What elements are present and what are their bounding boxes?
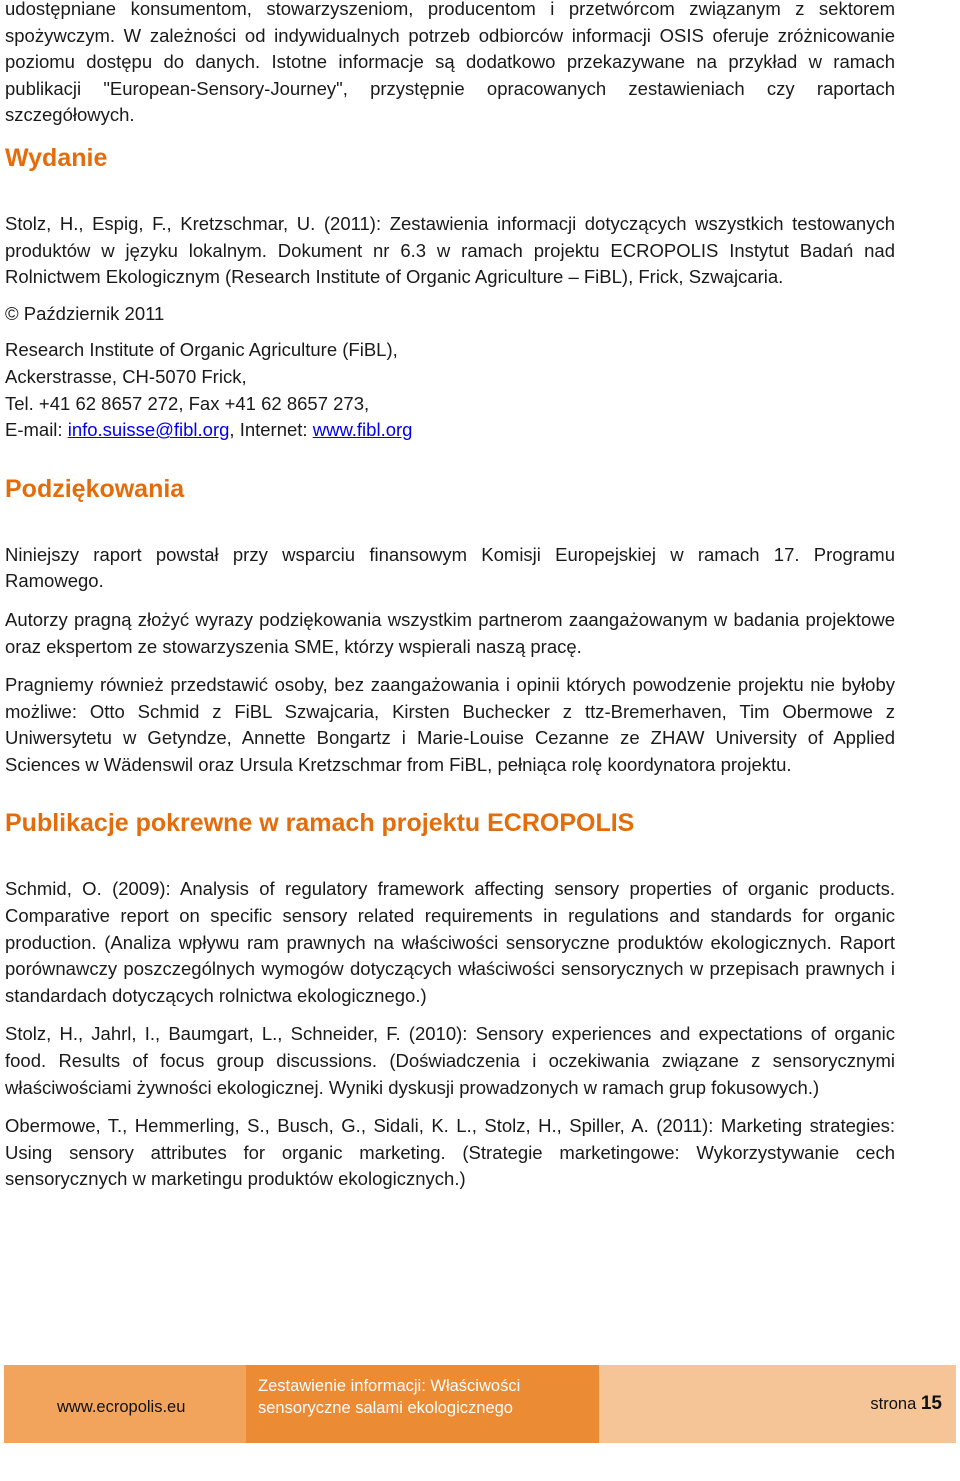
footer-document-title: Zestawienie informacji: Właściwości sensoryczne salami ekologicznego [258,1377,521,1417]
publication-entry: Schmid, O. (2009): Analysis of regulatory framework affecting sensory properties of organic products. Comparative report on specific sensory related requirements in regulations and standards for organic production. (Analiza wpływu ram prawnych na właściwości sensoryczne produktów ekologicznych. Raport porównawczy poszczególnych wymogów dotyczących właściwości sensorycznych w przepisach prawnych i standardach dotyczących rolnictwa ekologicznego.) [5,878,895,1006]
footer-left-panel [4,1365,246,1443]
intro-paragraph: udostępniane konsumentom, stowarzyszeniom, producentom i przetwórcom związanym z sektorem spożywczym. W zależności od indywidualnych potrzeb odbiorców informacji OSIS oferuje zróżnicowanie poziomu dostępu do danych. Istotne informacje są dodatkowo przekazywane na przykład w ramach publikacji "European-Sensory-Journey", przystępnie opracowanych zestawieniach czy raportach szczegółowych. [5,0,895,126]
acknowledgement-paragraph: Niniejszy raport powstał przy wsparciu finansowym Komisji Europejskiej w ramach 17. Programu Ramowego. [5,543,895,592]
email-label: E-mail: [5,419,68,441]
document-page [5,0,895,1193]
website-link[interactable]: www.fibl.org [312,419,413,441]
copyright-line: © Październik 2011 [5,302,165,324]
address-line: Research Institute of Organic Agriculture (FiBL), [5,339,398,361]
page-number: 15 [920,1393,942,1414]
internet-label: , Internet: [229,419,313,441]
heading-podziekowania: Podziękowania [5,474,185,503]
page-footer [4,1365,956,1443]
address-block [5,337,895,443]
page-label: strona [870,1395,917,1413]
address-line: Ackerstrasse, CH-5070 Frick, [5,365,247,387]
email-link[interactable]: info.suisse@fibl.org [67,419,230,441]
publication-entry: Stolz, H., Jahrl, I., Baumgart, L., Schneider, F. (2010): Sensory experiences and expectations of organic food. Results of focus group discussions. (Doświadczenia i oczekiwania związane z sensorycznymi właściwościami żywności ekologicznej. Wyniki dyskusji prowadzonych w ramach grup fokusowych.) [5,1023,895,1098]
contact-email-line [5,417,895,444]
footer-middle-panel [246,1365,599,1443]
acknowledgement-paragraph: Pragniemy również przedstawić osoby, bez zaangażowania i opinii których powodzenie projektu nie byłoby możliwe: Otto Schmid z FiBL Szwajcaria, Kirsten Buchecker z ttz-Bremerhaven, Tim Obermowe z Uniwersytetu w Getyndze, Annette Bongartz i Marie-Louise Cezanne ze ZHAW University of Applied Sciences w Wädenswil oraz Ursula Kretzschmar from FiBL, pełniąca rolę koordynatora projektu. [5,674,895,775]
heading-wydanie: Wydanie [5,143,108,172]
publication-entry: Obermowe, T., Hemmerling, S., Busch, G., Sidali, K. L., Stolz, H., Spiller, A. (2011): Marketing strategies: Using sensory attributes for organic marketing. (Strategie marketingowe: Wykorzystywanie cech sensorycznych w marketingu produktów ekologicznych.) [5,1115,895,1190]
edition-citation: Stolz, H., Espig, F., Kretzschmar, U. (2011): Zestawienia informacji dotyczących wszystkich testowanych produktów w języku lokalnym. Dokument nr 6.3 w ramach projektu ECROPOLIS Instytut Badań nad Rolnictwem Ekologicznym (Research Institute of Organic Agriculture – FiBL), Frick, Szwajcaria. [5,212,895,288]
heading-publikacje: Publikacje pokrewne w ramach projektu ECROPOLIS [5,809,635,838]
footer-url: www.ecropolis.eu [57,1398,186,1416]
footer-right-panel [599,1365,956,1443]
page-indicator [870,1393,942,1415]
contact-phone-line: Tel. +41 62 8657 272, Fax +41 62 8657 273, [5,392,370,414]
acknowledgement-paragraph: Autorzy pragną złożyć wyrazy podziękowania wszystkim partnerom zaangażowanym w badania projektowe oraz ekspertom ze stowarzyszenia SME, którzy wspierali naszą pracę. [5,608,895,657]
